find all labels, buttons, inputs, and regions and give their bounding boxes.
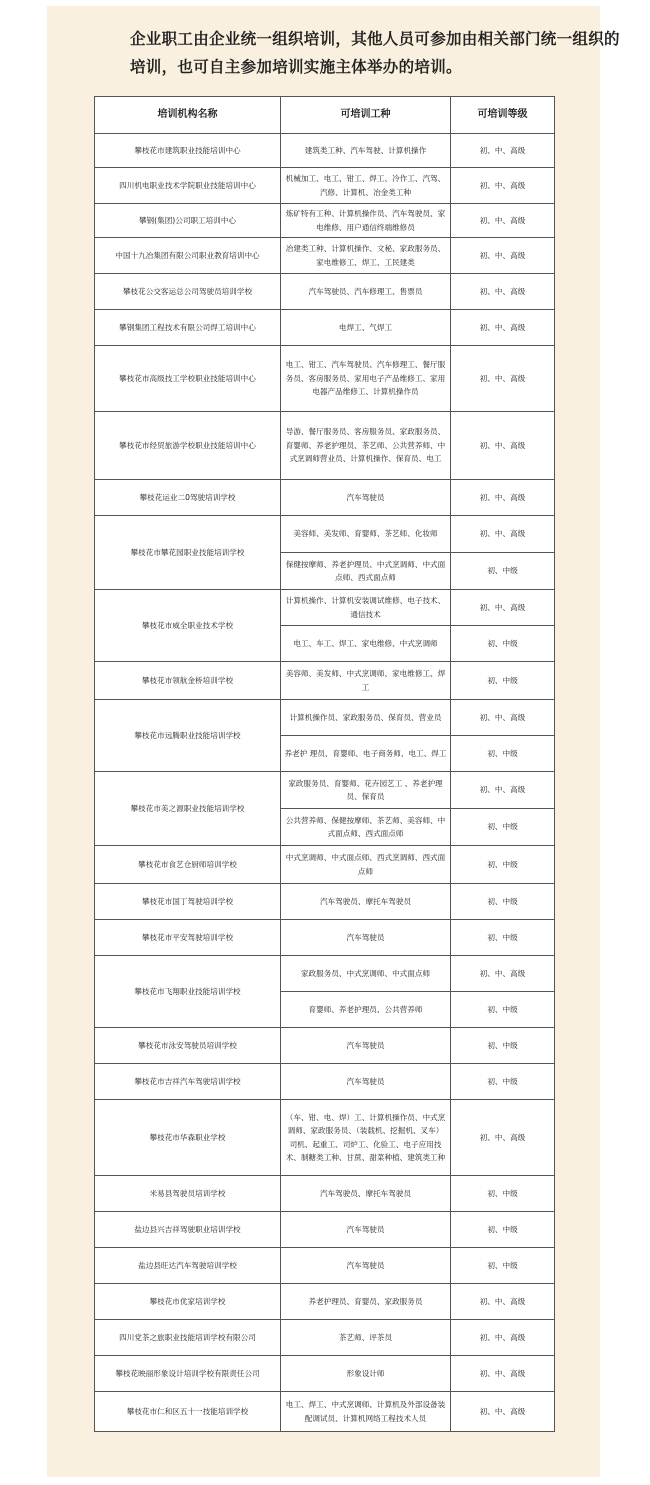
table-row [95, 1064, 555, 1100]
level-cell: 初、中、高级 [451, 772, 555, 809]
institution-name-cell: 攀枝花市经贸旅游学校职业技能培训中心 [95, 412, 281, 480]
header-institution: 培训机构名称 [95, 97, 281, 134]
level-cell: 初、中级 [451, 809, 555, 846]
level-cell: 初、中级 [451, 992, 555, 1028]
institution-name-cell: 攀枝花市吉祥汽车驾驶培训学校 [95, 1064, 281, 1100]
table-row [95, 134, 555, 168]
trade-cell: 电工、钳工、汽车驾驶员、汽车修理工、餐厅服务员、客房服务员、家用电子产品维修工、家用电器产品维修工、计算机操作员 [281, 346, 451, 412]
table-row [95, 1100, 555, 1176]
institution-name-cell: 攀枝花市飞翔职业技能培训学校 [95, 956, 281, 1028]
institution-name-cell: 盐边县兴吉祥驾驶职业培训学校 [95, 1212, 281, 1248]
level-cell: 初、中、高级 [451, 700, 555, 736]
trade-cell: 汽车驾驶员 [281, 1212, 451, 1248]
institution-name-cell: 米易县驾驶员培训学校 [95, 1176, 281, 1212]
institution-name-cell: 攀枝花市泳安驾驶员培训学校 [95, 1028, 281, 1064]
institution-name-cell: 攀枝花市华森职业学校 [95, 1100, 281, 1176]
table-row [95, 1356, 555, 1392]
trade-cell: 计算机操作、计算机安装调试维修、电子技术、通信技术 [281, 590, 451, 626]
level-cell: 初、中级 [451, 553, 555, 590]
trade-cell: 电焊工、气焊工 [281, 310, 451, 346]
trade-cell: 美容师、美发师、育婴师、茶艺师、化妆师 [281, 516, 451, 553]
level-cell: 初、中、高级 [451, 1356, 555, 1392]
table-row [95, 1176, 555, 1212]
table-row [95, 700, 555, 736]
trade-cell: 汽车驾驶员 [281, 1028, 451, 1064]
trade-cell: 汽车驾驶员、汽车修理工、售票员 [281, 274, 451, 310]
table-row [95, 956, 555, 992]
table-row [95, 846, 555, 884]
header-trade: 可培训工种 [281, 97, 451, 134]
institution-name-cell: 攀枝花市美之源职业技能培训学校 [95, 772, 281, 846]
level-cell: 初、中级 [451, 1176, 555, 1212]
institution-name-cell: 攀枝花市攀花园职业技能培训学校 [95, 516, 281, 590]
trade-cell: 汽车驾驶员 [281, 1248, 451, 1284]
table-row [95, 920, 555, 956]
table-row [95, 168, 555, 204]
institution-name-cell: 攀枝花运业二0驾驶培训学校 [95, 480, 281, 516]
header-level: 可培训等级 [451, 97, 555, 134]
table-row [95, 346, 555, 412]
level-cell: 初、中、高级 [451, 274, 555, 310]
institution-name-cell: 攀枝花市高级技工学校职业技能培训中心 [95, 346, 281, 412]
table-row [95, 480, 555, 516]
trade-cell: 炼矿特有工种、计算机操作员、汽车驾驶员、家电维修、用户通信终端维修员 [281, 204, 451, 238]
trade-cell: 机械加工、电工、钳工、焊工、冷作工、汽驾、汽修、计算机、冶金类工种 [281, 168, 451, 204]
trade-cell: 冶建类工种、计算机操作、文秘、家政服务员、家电维修工、焊工、工民建类 [281, 238, 451, 274]
table-row [95, 516, 555, 553]
trade-cell: 电工、车工、焊工、家电维修、中式烹调师 [281, 626, 451, 662]
training-institutions-table [94, 96, 555, 1432]
level-cell: 初、中、高级 [451, 590, 555, 626]
level-cell: 初、中级 [451, 1212, 555, 1248]
institution-name-cell: 攀枝花市食艺仓厨师培训学校 [95, 846, 281, 884]
table-header-row [95, 97, 555, 134]
institution-name-cell: 攀枝花市平安驾驶培训学校 [95, 920, 281, 956]
trade-cell: 汽车驾驶员、摩托车驾驶员 [281, 1176, 451, 1212]
institution-name-cell: 攀钢集团工程技术有限公司焊工培训中心 [95, 310, 281, 346]
institution-name-cell: 攀枝花市仁和区五十一技能培训学校 [95, 1392, 281, 1432]
trade-cell: 家政服务员、育婴师、花卉园艺工 、养老护理员、保育员 [281, 772, 451, 809]
institution-name-cell: 攀枝花公交客运总公司驾驶员培训学校 [95, 274, 281, 310]
table-row [95, 590, 555, 626]
institution-name-cell: 四川党茶之旅职业技能培训学校有限公司 [95, 1320, 281, 1356]
level-cell: 初、中级 [451, 626, 555, 662]
level-cell: 初、中、高级 [451, 480, 555, 516]
institution-name-cell: 攀钢(集团)公司职工培训中心 [95, 204, 281, 238]
level-cell: 初、中、高级 [451, 1392, 555, 1432]
institution-name-cell: 攀枝花映丽形象设计培训学校有限责任公司 [95, 1356, 281, 1392]
table-row [95, 204, 555, 238]
table-row [95, 274, 555, 310]
level-cell: 初、中、高级 [451, 1100, 555, 1176]
institution-name-cell: 攀枝花市优家培训学校 [95, 1284, 281, 1320]
table-row [95, 884, 555, 920]
table-row [95, 310, 555, 346]
level-cell: 初、中级 [451, 920, 555, 956]
trade-cell: 养老护 理员、育婴师、电子商务师、电工、焊工 [281, 736, 451, 772]
trade-cell: 汽车驾驶员、摩托车驾驶员 [281, 884, 451, 920]
level-cell: 初、中、高级 [451, 134, 555, 168]
trade-cell: （车、钳、电、焊）工、计算机操作员、中式烹调师、家政服务员、（装载机、挖掘机、叉车）司机、起重工、司炉工、化验工、电子应用技术、制糖类工种、甘蔗、甜菜种植、建筑类工种 [281, 1100, 451, 1176]
trade-cell: 汽车驾驶员 [281, 480, 451, 516]
institution-name-cell: 中国十九冶集团有限公司职业教育培训中心 [95, 238, 281, 274]
level-cell: 初、中级 [451, 1248, 555, 1284]
table-row [95, 772, 555, 809]
trade-cell: 中式烹调师、中式面点师、西式烹调师、西式面点师 [281, 846, 451, 884]
trade-cell: 导游、餐厅服务员、客房服务员、家政服务员、育婴师、养老护理员、茶艺师、公共营养师、中式烹调师营业员、计算机操作、保育员、电工 [281, 412, 451, 480]
institution-name-cell: 攀枝花市国丁驾驶培训学校 [95, 884, 281, 920]
level-cell: 初、中级 [451, 736, 555, 772]
table-row [95, 1028, 555, 1064]
level-cell: 初、中、高级 [451, 238, 555, 274]
table-body [95, 134, 555, 1432]
intro-paragraph: 企业职工由企业统一组织培训，其他人员可参加由相关部门统一组织的培训，也可自主参加培训实施主体举办的培训。 [130, 30, 620, 76]
level-cell: 初、中级 [451, 662, 555, 700]
trade-cell: 计算机操作员、家政服务员、保育员、营业员 [281, 700, 451, 736]
institution-name-cell: 攀枝花市威全职业技术学校 [95, 590, 281, 662]
level-cell: 初、中、高级 [451, 1320, 555, 1356]
level-cell: 初、中级 [451, 1064, 555, 1100]
level-cell: 初、中、高级 [451, 346, 555, 412]
institution-name-cell: 攀枝花市远腾职业技能培训学校 [95, 700, 281, 772]
table-row [95, 1392, 555, 1432]
level-cell: 初、中、高级 [451, 1284, 555, 1320]
trade-cell: 保健按摩师、养老护理员、中式烹调师、中式面点师、西式面点师 [281, 553, 451, 590]
institution-name-cell: 盐边县旺达汽车驾驶培训学校 [95, 1248, 281, 1284]
trade-cell: 养老护理员、育婴员、家政服务员 [281, 1284, 451, 1320]
level-cell: 初、中、高级 [451, 168, 555, 204]
trade-cell: 育婴师、养老护理员、公共营养师 [281, 992, 451, 1028]
table-row [95, 1248, 555, 1284]
level-cell: 初、中级 [451, 1028, 555, 1064]
trade-cell: 茶艺师、评茶员 [281, 1320, 451, 1356]
level-cell: 初、中级 [451, 846, 555, 884]
training-table-wrap [94, 96, 554, 1432]
level-cell: 初、中、高级 [451, 956, 555, 992]
table-row [95, 1284, 555, 1320]
trade-cell: 形象设计师 [281, 1356, 451, 1392]
trade-cell: 汽车驾驶员 [281, 920, 451, 956]
level-cell: 初、中、高级 [451, 412, 555, 480]
trade-cell: 电工、焊工、中式烹调师、计算机及外部设备装配调试员、计算机网络工程技术人员 [281, 1392, 451, 1432]
table-row [95, 1320, 555, 1356]
level-cell: 初、中、高级 [451, 204, 555, 238]
table-row [95, 662, 555, 700]
trade-cell: 公共营养师、保健按摩师、茶艺师、美容师、中式面点师、西式面点师 [281, 809, 451, 846]
table-row [95, 412, 555, 480]
trade-cell: 建筑类工种、汽车驾驶、计算机操作 [281, 134, 451, 168]
table-row [95, 1212, 555, 1248]
trade-cell: 家政服务员、中式烹调师、中式面点师 [281, 956, 451, 992]
level-cell: 初、中级 [451, 884, 555, 920]
trade-cell: 美容师、美发师、中式烹调师、家电维修工、焊工 [281, 662, 451, 700]
institution-name-cell: 四川机电职业技术学院职业技能培训中心 [95, 168, 281, 204]
level-cell: 初、中、高级 [451, 516, 555, 553]
table-row [95, 238, 555, 274]
institution-name-cell: 攀枝花市建筑职业技能培训中心 [95, 134, 281, 168]
trade-cell: 汽车驾驶员 [281, 1064, 451, 1100]
institution-name-cell: 攀枝花市领航金桥培训学校 [95, 662, 281, 700]
level-cell: 初、中、高级 [451, 310, 555, 346]
